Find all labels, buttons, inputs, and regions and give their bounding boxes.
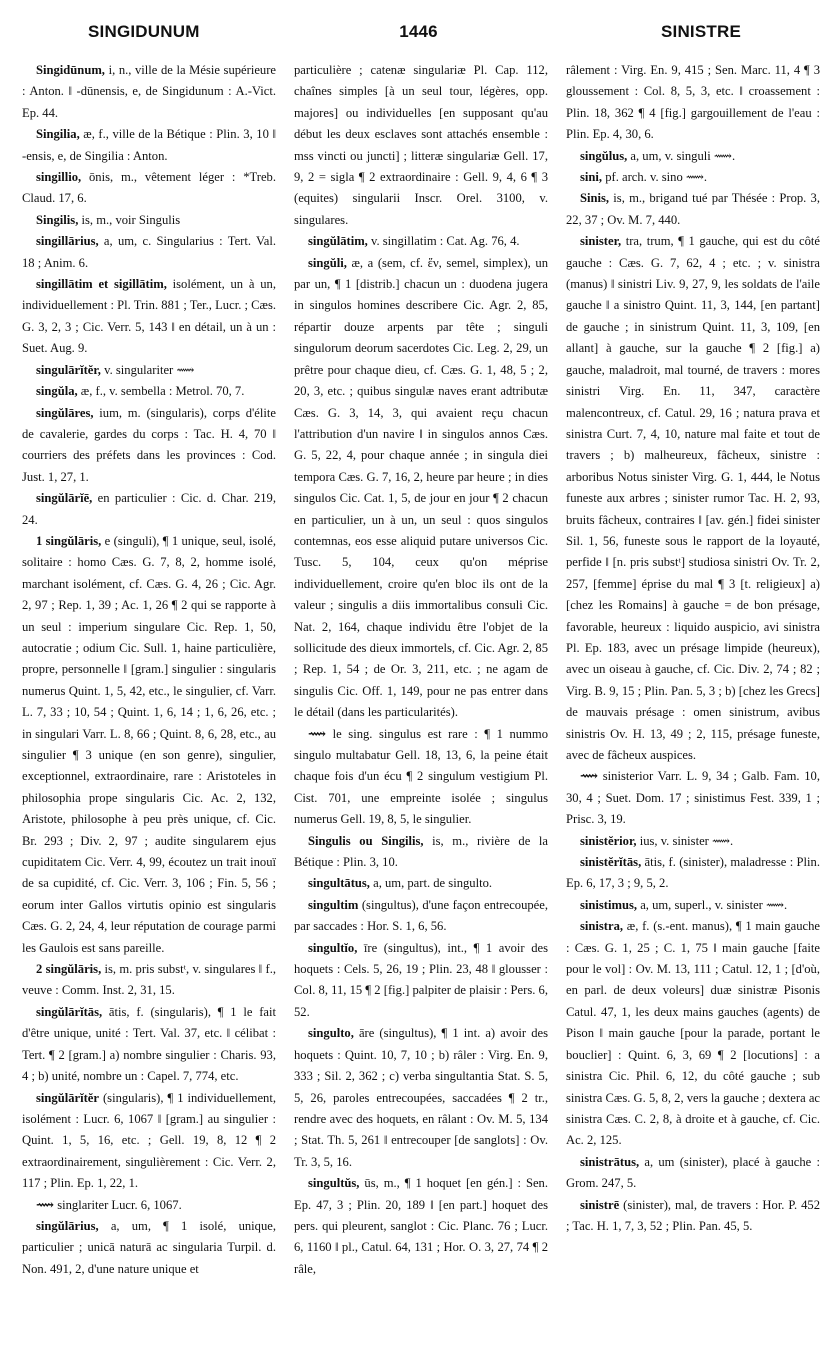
entry-headword: singillio, — [36, 170, 82, 185]
dictionary-entry — [294, 1173, 548, 1280]
entry-headword: sini, — [580, 170, 603, 185]
entry-definition: ūs, m., ¶ 1 hoquet [en gén.] : Sen. Ep. 47, 3 ; Plin. 20, 189 ‖ [en part.] hoquet des pers. qui pleurent, sanglot : Cic. Planc. 76 ; Lucr. 6, 1160 ‖ pl., Catul. 64, 131 ; Hor. O. 3, 27, 74 ¶ 2 râle, — [294, 1176, 548, 1276]
dictionary-entry — [294, 895, 548, 938]
entry-definition: pf. arch. v. sino ⟿. — [602, 170, 708, 185]
dictionary-entry — [566, 1152, 820, 1195]
dictionary-entry — [294, 1023, 548, 1173]
entry-headword: singulārĭtĕr, — [36, 362, 101, 377]
dictionary-entry — [22, 1195, 276, 1216]
dictionary-entry — [294, 873, 548, 894]
entry-definition: āre (singultus), ¶ 1 int. a) avoir des hoquets : Quint. 10, 7, 10 ; b) râler : Virg. En. 9, 333 ; Sil. 2, 362 ; c) verba singultantia Stat. S. 5, 5, 26, paroles entrecoupées, saccadées ¶ 2 tr., rendre avec des hoquets, en râlant : Ov. M. 5, 134 ; Stat. Th. 5, 261 ‖ entrecouper [de sanglots] : Ov. Tr. 3, 5, 16. — [294, 1026, 548, 1169]
entry-headword: Singilia, — [36, 127, 80, 142]
dictionary-entry — [22, 274, 276, 360]
entry-definition: (singularis), ¶ 1 individuellement, isolément : Lucr. 6, 1067 ‖ [gram.] au singulier : Quint. 1, 5, 16, etc. ; Gell. 19, 8, 12 ¶ 2 extraordinairement, singulièrement : Cic. Verr. 2, 117 ; Plin. Ep. 1, 22, 1. — [22, 1090, 276, 1191]
entry-headword: Singidūnum, — [36, 63, 105, 77]
entry-definition: i, n., ville de la Mésie supérieure : Anton. ‖ -dūnensis, e, de Singidunum : A.-Vict. Ep. 44. — [22, 63, 276, 120]
dictionary-entry — [294, 231, 548, 252]
dictionary-entry — [294, 831, 548, 874]
dictionary-entry — [566, 146, 820, 167]
entry-headword: singŭlāres, — [36, 405, 94, 420]
dictionary-entry — [22, 60, 276, 124]
entry-headword: singŭlus, — [580, 148, 628, 163]
dictionary-entry — [566, 895, 820, 916]
entry-definition: (singultus), d'une façon entrecoupée, par saccades : Hor. S. 1, 6, 56. — [294, 897, 548, 934]
dictionary-entry — [566, 831, 820, 852]
entry-definition: ātis, f. (singularis), ¶ 1 le fait d'être unique, unité : Tert. Val. 37, etc. ‖ célibat : Tert. ¶ 2 [gram.] a) nombre singulier : Charis. 93, 4 ; b) unité, nombre un : Capel. 7, 774, etc. — [22, 1004, 276, 1084]
entry-headword: sinister, — [580, 234, 622, 249]
entry-definition: is, m. pris substᵗ, v. singulares ‖ f., veuve : Comm. Inst. 2, 31, 15. — [22, 962, 276, 998]
dictionary-entry — [22, 360, 276, 381]
entry-headword: singillātim et sigillātim, — [36, 277, 167, 292]
entry-definition: le sing. singulus est rare : ¶ 1 nummo singulo multabatur Gell. 18, 13, 6, la peine était chaque fois d'un écu ¶ 2 singulum vestigium Pl. Cist. 701, une empreinte isolée ; singulus numerus Gell. 19, 8, 5, le singulier. — [294, 726, 548, 827]
dictionary-entry — [22, 1088, 276, 1195]
dictionary-entry — [22, 210, 276, 231]
dictionary-entry — [566, 60, 820, 146]
running-head-right: SINISTRE — [660, 22, 741, 41]
entry-definition: a, um, part. de singulto. — [369, 876, 493, 891]
entry-headword: singŭlārĭē, — [36, 491, 93, 506]
entry-definition: is, m., voir Singulis — [78, 212, 181, 227]
dictionary-entry — [566, 852, 820, 895]
entry-definition: singlariter Lucr. 6, 1067. — [54, 1197, 182, 1212]
running-head-left: SINGIDUNUM — [88, 22, 200, 41]
entry-definition: is, m., brigand tué par Thésée : Prop. 3, 22, 37 ; Ov. M. 7, 440. — [566, 191, 820, 227]
dictionary-entry — [566, 766, 820, 830]
entry-headword: ⟿ — [308, 726, 327, 741]
entry-headword: sinistrātus, — [580, 1154, 640, 1169]
entry-headword: singulto, — [308, 1026, 354, 1041]
entry-definition: tra, trum, ¶ 1 gauche, qui est du côté gauche : Cæs. G. 7, 62, 4 ; etc. ; v. sinistra (manus) ‖ sinistri Liv. 9, 27, 9, les soldats de l'aile gauche ‖ a sinistro Quint. 11, 3, 144, [en partant] de gauche ; in sinistrum Quint. 11, 3, 109, [en allant] à gauche, sur la gauche ¶ 2 [fig.] a) gauche, maladroit, mal tourné, de travers : mores sinistri Virg. En. 11, 347, caractère malencontreux, cf. Catul. 29, 16 ; natura prava et sinistra Curt. 7, 4, 10, nature mal faite et tout de travers ; b) malheureux, fâcheux, sinistre : arboribus Notus sinister Virg. G. 1, 444, le Notus funeste aux arbres ; sinister rumor Tac. H. 2, 93, bruits fâcheux, contraires ‖ [av. gén.] fidei sinister Sil. 1, 56, funeste sous le rapport de la loyauté, perfide ‖ [n. pris substᵗ] studiosa sinistri Ov. Tr. 2, 257, [femme] éprise du mal ¶ 3 [t. religieux] a) [chez les Romains] à gauche = de bon présage, favorable, heureux : liquido auspicio, avi sinistra Pl. Ep. 183, avec un présage limpide (heureux), avec un oiseau à gauche, cf. Cic. Div. 2, 74 ; 82 ; Virg. B. 9, 15 ; Plin. Pan. 5, 3 ; b) [chez les Grecs] de mauvais présage : omen sinistrum, avibus sinistris Ov. H. 13, 49 ; 2, 115, présage funeste, avec de fâcheux auspices. — [566, 234, 820, 762]
dictionary-entry — [22, 231, 276, 274]
column-2 — [294, 60, 548, 1360]
dictionary-entry — [22, 1002, 276, 1088]
entry-headword: singŭli, — [308, 255, 347, 270]
entry-definition: ius, v. sinister ⟿. — [636, 833, 734, 848]
dictionary-columns — [22, 60, 820, 1360]
entry-definition: ium, m. (singularis), corps d'élite de cavalerie, gardes du corps : Tac. H. 4, 70 ‖ courriers des préfets dans les provinces : Cod. Just. 1, 27, 1. — [22, 405, 276, 484]
entry-headword: ⟿ — [36, 1197, 55, 1212]
entry-definition: en particulier : Cic. d. Char. 219, 24. — [22, 491, 276, 527]
entry-definition: isolément, un à un, individuellement : Pl. Trin. 881 ; Ter., Lucr. ; Cæs. G. 3, 2, 3 ; Cic. Verr. 5, 143 ‖ en détail, un à un : Suet. Aug. 9. — [22, 277, 276, 356]
dictionary-entry — [22, 124, 276, 167]
dictionary-entry — [294, 60, 548, 231]
entry-definition: æ, f., v. sembella : Metrol. 70, 7. — [77, 384, 245, 399]
entry-definition: a, um, v. singuli ⟿. — [627, 148, 736, 163]
entry-definition: a, um, ¶ 1 isolé, unique, particulier ; unicā naturā ac singularia Turpil. d. Non. 491, 2, d'une nature unique et — [22, 1218, 276, 1276]
entry-headword: singillārius, — [36, 234, 99, 249]
dictionary-entry — [22, 403, 276, 489]
entry-headword: sinistra, — [580, 919, 624, 934]
dictionary-entry — [566, 231, 820, 766]
entry-definition: æ, f., ville de la Bétique : Plin. 3, 10 ‖ -ensis, e, de Singilia : Anton. — [22, 127, 276, 163]
entry-definition: æ, f. (s.-ent. manus), ¶ 1 main gauche : Cæs. G. 1, 25 ; C. 1, 75 ‖ main gauche [faite pour le vol] : Ov. M. 13, 111 ; Catul. 12, 1 ; [d'où, en parl. de deux voleurs] duæ sinistræ Pisonis Catul. 47, 1, les deux mains gauches (agents) de Pison ‖ main gauche [pour la parade, portant le bouclier] : Quint. 6, 3, 69 ¶ 2 [locutions] : a sinistra Cic. Phil. 6, 12, du côté gauche ; sub sinistra Cæs. G. 5, 8, 2, vers la gauche ; dextera ac sinistra Cæs. C. 2, 8, à droite et à gauche, cf. Cic. Ac. 2, 125. — [566, 919, 820, 1148]
entry-definition: v. singillatim : Cat. Ag. 76, 4. — [367, 234, 520, 249]
dictionary-entry — [566, 188, 820, 231]
entry-definition: ātis, f. (sinister), maladresse : Plin. Ep. 6, 17, 3 ; 9, 5, 2. — [566, 855, 820, 891]
dictionary-entry — [22, 167, 276, 210]
entry-definition: particulière ; catenæ singulariæ Pl. Cap. 112, chaînes simples [à un seul tour, légères, opp. majores] ou individuelles [en supposant qu'au début les deux esclaves sont attachés ensemble : mss vincti ou juncti] ; litteræ singulariæ Gell. 17, 9, 2 = sigla ¶ 2 extraordinaire : Gell. 9, 4, 6 ¶ 3 (equites) singularii Inscr. Orel. 3100, v. singulares. — [294, 63, 548, 227]
entry-headword: singŭla, — [36, 384, 78, 399]
page-number: 1446 — [399, 22, 438, 41]
entry-headword: singultĭo, — [308, 940, 358, 955]
entry-definition: a, um (sinister), placé à gauche : Grom. 247, 5. — [566, 1154, 820, 1191]
entry-definition: v. singulariter ⟿ — [100, 362, 195, 377]
dictionary-entry — [294, 253, 548, 724]
entry-headword: singŭlātim, — [308, 234, 368, 249]
entry-definition: æ, a (sem, cf. ἕν, semel, simplex), un par un, ¶ 1 [distrib.] chacun un : duodena jugera in singulos homines describere Cic. Agr. 2, 85, répartir douze arpents par tête ; singuli singulorum deorum sacerdotes Cic. Leg. 2, 29, un prêtre pour chaque dieu, cf. Cæs. G. 1, 48, 5 ; 2, 20, 3, etc. ; quibus singulæ naves erant adtributæ Cæs. G. 3, 14, 3, qui avaient reçu chacun l'attribution d'un navire ‖ in singulos annos Cæs. G. 5, 22, 4, pour chaque année ; in singula diei tempora Cæs. G. 7, 16, 2, heure par heure ; in dies singulos Cic. Cat. 1, 5, de jour en jour ¶ 2 chacun en particulier, un à un, un seul : quos singulos contemnas, eos esse aliquid putare universos Cic. Tusc. 5, 104, ceux qu'on méprise individuellement, croire qu'en bloc ils ont de la valeur ; singulis a diis immortalibus consuli Cic. Nat. 2, 164, chaque individu être l'objet de la sollicitude des dieux immortels, cf. Cic. Agr. 2, 85 ; Rep. 1, 54 ; de Or. 3, 211, etc. ; ne agam de singulis Cic. Off. 1, 149, pour ne pas entrer dans le détail (dans les particularités). — [294, 255, 548, 720]
entry-headword: singultŭs, — [308, 1176, 360, 1191]
entry-definition: a, um, c. Singularius : Tert. Val. 18 ; Anim. 6. — [22, 234, 276, 270]
dictionary-entry — [22, 959, 276, 1002]
dictionary-entry — [22, 1216, 276, 1280]
entry-definition: (sinister), mal, de travers : Hor. P. 452 ; Tac. H. 1, 7, 3, 52 ; Plin. Pan. 45, 5. — [566, 1197, 820, 1233]
entry-definition: is, m., rivière de la Bétique : Plin. 3, 10. — [294, 833, 548, 870]
dictionary-entry — [22, 531, 276, 959]
entry-headword: singŭlārius, — [36, 1218, 99, 1233]
dictionary-entry — [294, 724, 548, 831]
entry-headword: singŭlārĭtās, — [36, 1004, 103, 1019]
dictionary-entry — [22, 488, 276, 531]
entry-headword: singultātus, — [308, 876, 370, 891]
entry-definition: e (singuli), ¶ 1 unique, seul, isolé, solitaire : homo Cæs. G. 7, 8, 2, homme isolé, marchant isolément, cf. Cæs. G. 4, 26 ; Cic. Agr. 2, 97 ; Rep. 1, 39 ; Ac. 1, 26 ¶ 2 qui se rapporte à un seul : imperium singulare Cic. Rep. 1, 50, autocratie ; odium Cic. Sull. 1, haine particulière, propre, personnelle ‖ [gram.] singulier : singularis numerus Quint. 1, 5, 42, etc., le singulier, cf. Varr. L. 7, 33 ; 10, 54 ; Quint. 1, 6, 14 ; 1, 6, 26, etc. ; in singulari Varr. L. 8, 66 ; Quint. 8, 6, 28, etc., au singulier ¶ 3 unique (en son genre), singulier, exceptionnel, extraordinaire, rare : Aristoteles in philosophia prope singularis Cic. Ac. 2, 132, Aristote, philosophe à peu près unique, cf. Cic. Br. 293 ; Div. 2, 97 ; audite singularem ejus cupiditatem Cic. Verr. 4, 99, écoutez un trait inouï de sa cupidité, cf. Cic. Verr. 3, 106 ; Fin. 5, 56 ; eorum inter Gallos virtutis opinio est singularis Cæs. G. 2, 24, 4, leur réputation de courage parmi les Gaulois est sans pareille. — [22, 533, 276, 955]
entry-headword: Singulis ou Singilis, — [308, 833, 424, 848]
entry-headword: sinistĕrĭtās, — [580, 855, 642, 870]
column-3 — [566, 60, 820, 1360]
entry-definition: ōnis, m., vêtement léger : *Treb. Claud. 17, 6. — [22, 170, 276, 206]
entry-definition: a, um, superl., v. sinister ⟿. — [637, 897, 788, 912]
entry-definition: râlement : Virg. En. 9, 415 ; Sen. Marc. 11, 4 ¶ 3 gloussement : Col. 8, 5, 3, etc. ‖ croassement : Plin. 18, 362 ¶ 4 [fig.] gargouillement de l'eau : Plin. Ep. 4, 30, 6. — [566, 63, 820, 142]
entry-headword: singŭlārĭtĕr — [36, 1090, 99, 1105]
entry-definition: sinisterior Varr. L. 9, 34 ; Galb. Fam. 10, 30, 4 ; Suet. Dom. 17 ; sinistimus Fest. 339, 1 ; Prisc. 3, 19. — [566, 769, 820, 827]
entry-headword: sinistĕrior, — [580, 833, 637, 848]
dictionary-entry — [22, 381, 276, 402]
entry-headword: 2 singŭlāris, — [36, 962, 102, 977]
page-header — [0, 0, 837, 56]
entry-headword: sinistrē — [580, 1197, 620, 1212]
entry-headword: Sinis, — [580, 191, 610, 206]
entry-headword: Singilis, — [36, 212, 79, 227]
dictionary-entry — [566, 167, 820, 188]
dictionary-entry — [566, 1195, 820, 1238]
entry-definition: īre (singultus), int., ¶ 1 avoir des hoquets : Cels. 5, 26, 19 ; Plin. 23, 48 ‖ glousser : Col. 8, 11, 15 ¶ 2 [fig.] palpiter de plaisir : Pers. 6, 52. — [294, 940, 548, 1019]
entry-headword: sinistimus, — [580, 897, 638, 912]
column-1 — [22, 60, 276, 1360]
dictionary-entry — [294, 938, 548, 1024]
dictionary-entry — [566, 916, 820, 1151]
entry-headword: ⟿ — [580, 769, 599, 784]
entry-headword: 1 singŭlāris, — [36, 533, 102, 548]
entry-headword: singultim — [308, 897, 359, 912]
